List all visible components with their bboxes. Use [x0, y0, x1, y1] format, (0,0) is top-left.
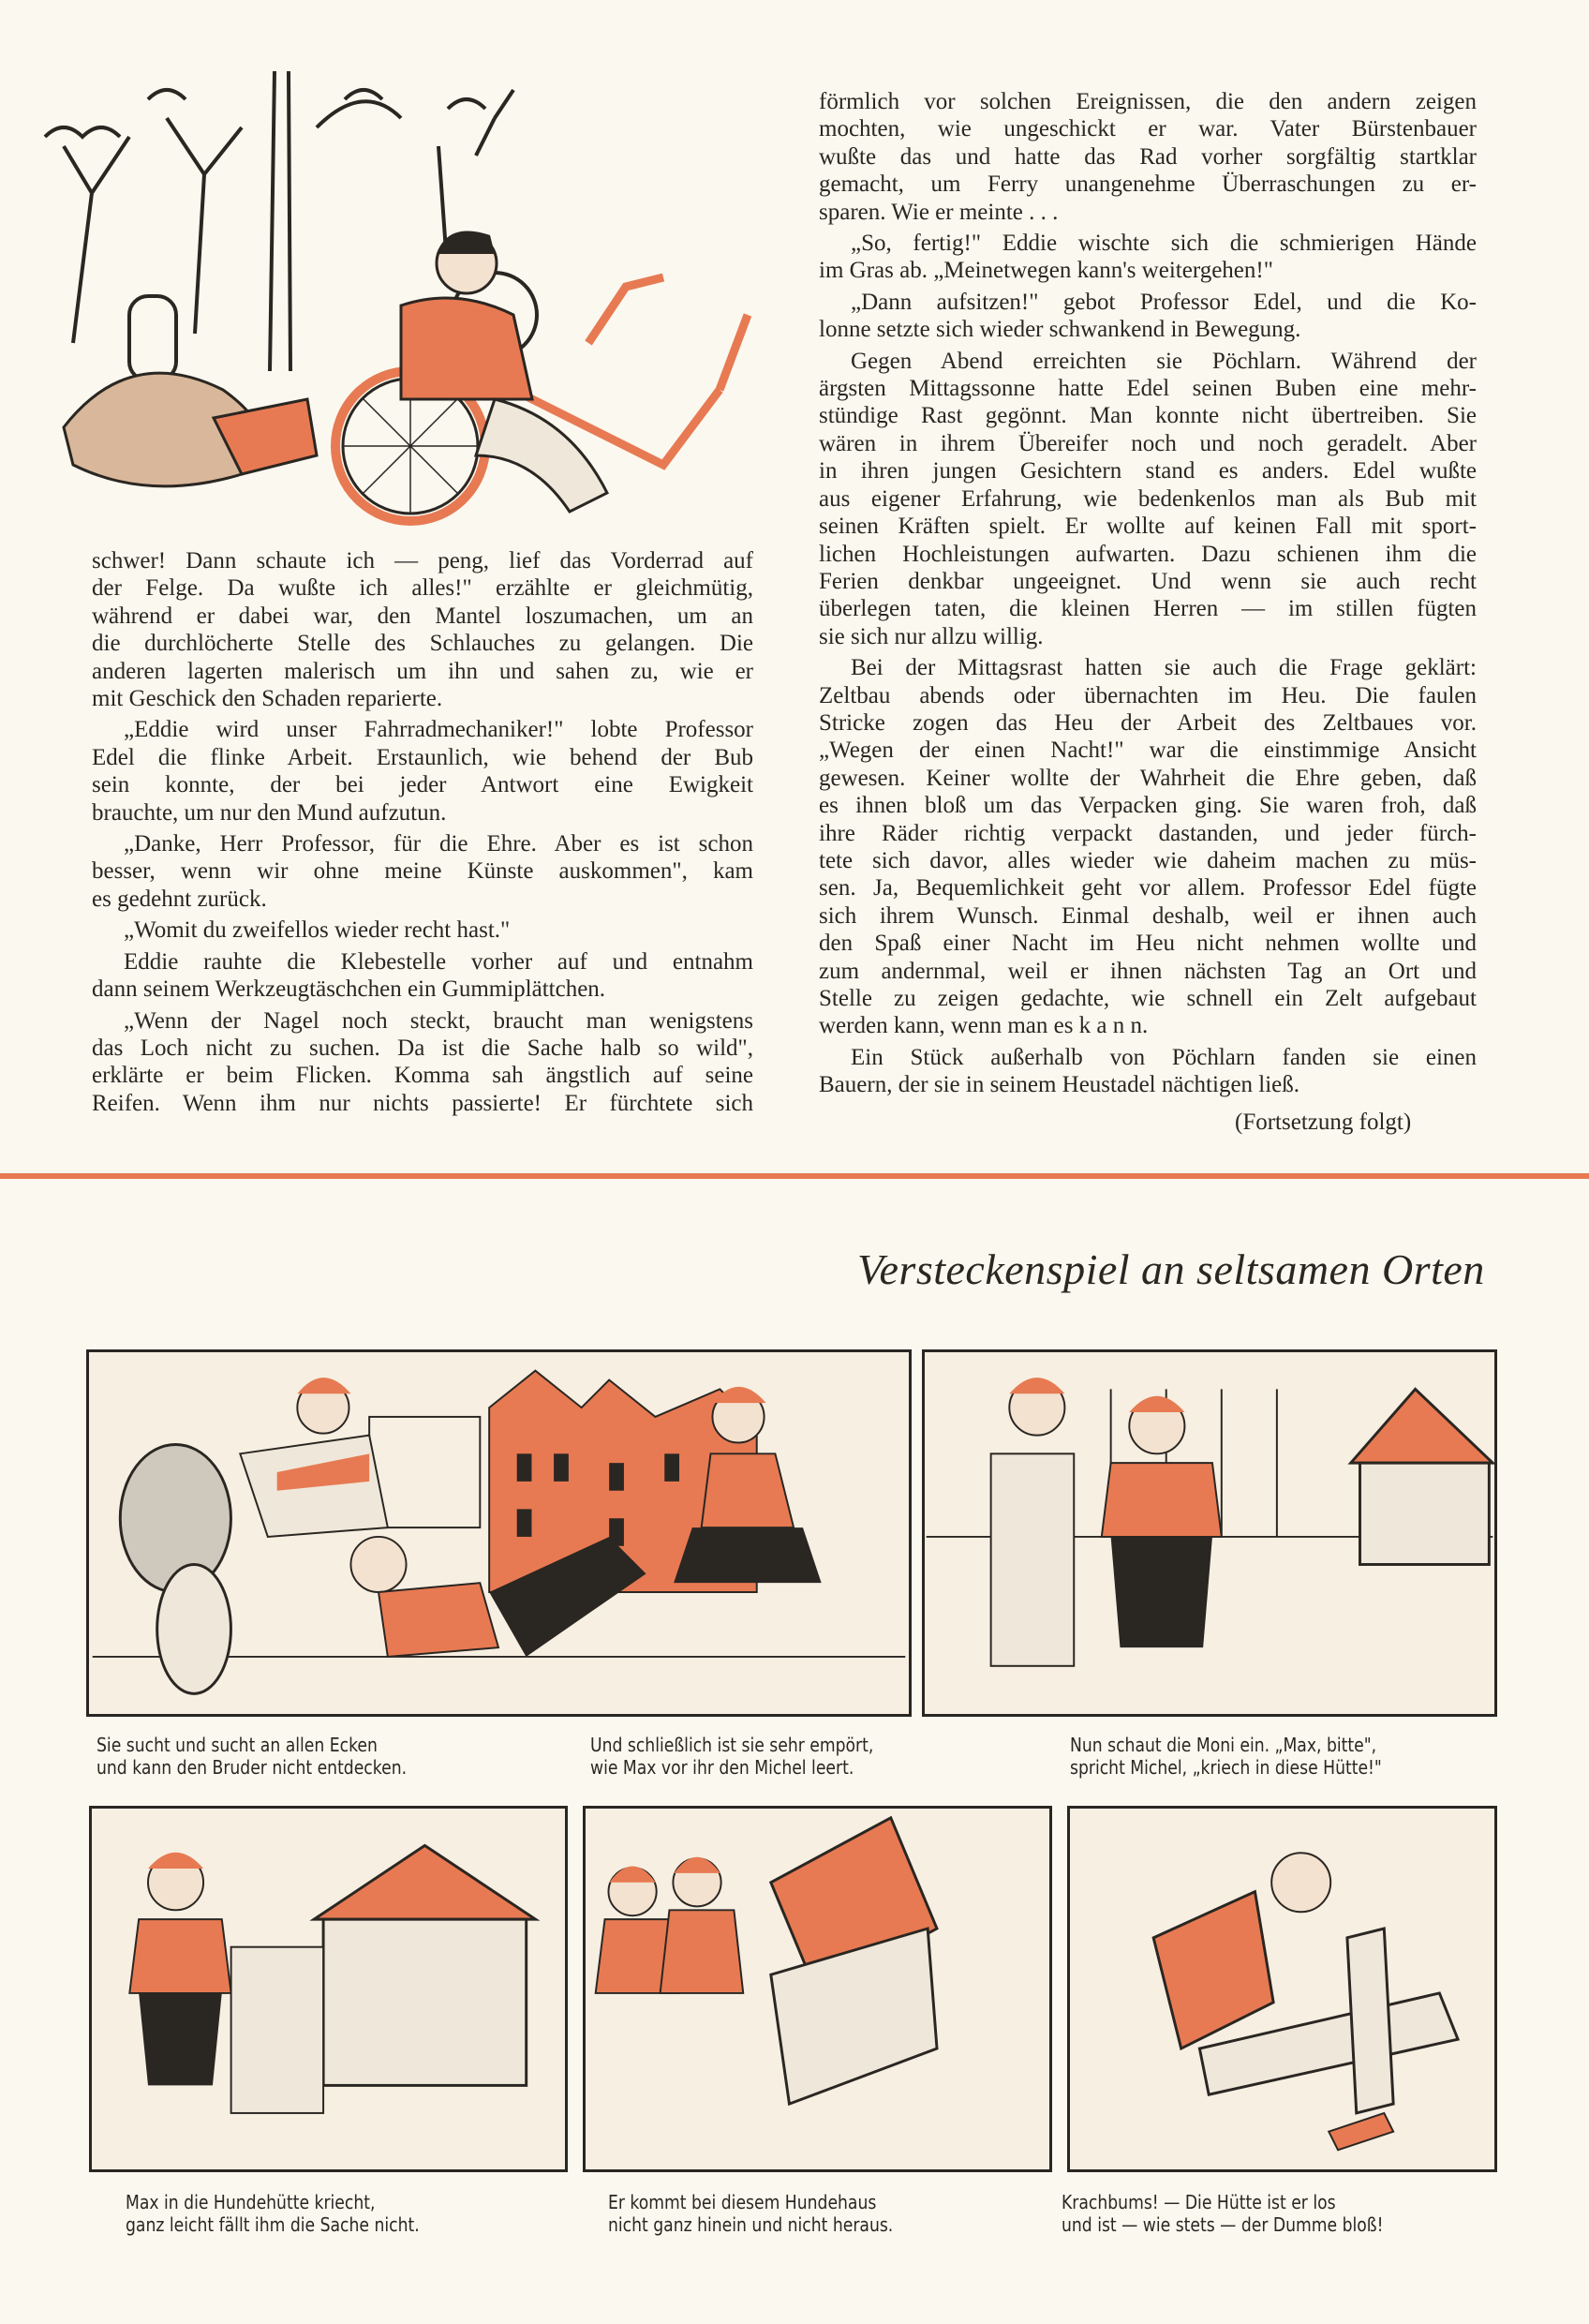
text-line: mit Geschick den Schaden reparierte.	[92, 686, 443, 712]
text-line: anderen lagerten malerisch um ihn und sahen zu, wie er	[92, 658, 753, 684]
text-line: sich ihrem Wunsch. Einmal deshalb, weil er ihnen auch	[819, 902, 1477, 929]
text-line: es gedehnt zurück.	[92, 886, 267, 912]
text-line: Reifen. Wenn ihm nur nichts passierte! Er fürchtete sich	[92, 1090, 753, 1116]
caption-line: ganz leicht fällt ihm die Sache nicht.	[126, 2213, 420, 2236]
text-line: die durchlöcherte Stelle des Schlauches zu gelangen. Die	[92, 631, 753, 657]
paragraph	[92, 830, 753, 913]
comic-panel-5	[1067, 1806, 1497, 2172]
text-line: sen. Ja, Bequemlichkeit geht vor allem. Professor Edel fügte	[819, 875, 1477, 901]
text-line: sie sich nur allzu willig.	[819, 623, 1044, 649]
paragraph	[92, 547, 753, 712]
story-left-column	[92, 547, 753, 1121]
caption-line: und ist — wie stets — der Dumme bloß!	[1062, 2213, 1384, 2236]
text-line: sein konnte, der bei jeder Antwort eine Ewigkeit	[92, 772, 753, 798]
paragraph	[92, 716, 753, 827]
bicycle-repair-drawing	[7, 62, 766, 540]
paragraph	[92, 1007, 753, 1118]
story-right-column	[819, 88, 1477, 1103]
text-line: Gegen Abend erreichten sie Pöchlarn. Während der	[851, 348, 1477, 374]
comic-title: Versteckenspiel an seltsamen Orten	[857, 1245, 1485, 1293]
caption-line: Max in die Hundehütte kriecht,	[126, 2191, 376, 2213]
text-line: dann seinem Werkzeugtäschchen ein Gummiplättchen.	[92, 976, 606, 1003]
text-line: im Gras ab. „Meinetwegen kann's weitergehen!"	[819, 258, 1273, 284]
bicycle-repair-illustration	[7, 62, 766, 540]
text-line: besser, wenn wir ohne meine Künste auskommen", kam	[92, 858, 753, 885]
caption-2	[590, 1734, 873, 1779]
michel	[991, 1453, 1075, 1665]
caption-line: Und schließlich ist sie sehr empört,	[590, 1734, 874, 1756]
panel-3-drawing	[92, 1809, 565, 2169]
caption-line: wie Max vor ihr den Michel leert.	[590, 1756, 854, 1779]
caption-line: Krachbums! — Die Hütte ist er los	[1062, 2191, 1336, 2213]
paragraph	[819, 88, 1477, 226]
max	[1102, 1463, 1222, 1537]
text-line: „Dann aufsitzen!" gebot Professor Edel, und die Ko-	[851, 289, 1477, 315]
text-line: stündige Rast gegönnt. Man konnte nicht übertreiben. Sie	[819, 403, 1477, 429]
text-line: seinen Kräften spielt. Er wollte auf keinen Fall mit sport-	[819, 514, 1477, 540]
paragraph	[92, 916, 753, 944]
text-line: „Eddie wird unser Fahrradmechaniker!" lobte Professor	[124, 717, 753, 743]
paragraph	[819, 654, 1477, 1040]
panel-2-drawing	[925, 1352, 1494, 1714]
text-line: wußte das und hatte das Rad vorher sorgfältig startklar	[819, 143, 1477, 170]
text-line: das Loch nicht zu suchen. Da ist die Sache halb so wild",	[92, 1035, 753, 1061]
paragraph	[92, 948, 753, 1004]
paragraph	[819, 348, 1477, 650]
panel-1-drawing	[89, 1352, 909, 1714]
comic-panel-3	[89, 1806, 568, 2172]
text-line: zum andernmal, weil er ihnen nächsten Tag an Ort und	[819, 958, 1477, 984]
text-line: Ein Stück außerhalb von Pöchlarn fanden sie einen	[851, 1044, 1477, 1070]
text-line: Bei der Mittagsrast hatten sie auch die Frage geklärt:	[851, 655, 1477, 681]
text-line: in ihren jungen Gesichtern stand es anders. Edel wußte	[819, 458, 1477, 484]
max-head	[1271, 1853, 1330, 1912]
boy-red-shirt	[401, 298, 532, 399]
text-line: erklärte er beim Flicken. Komma sah ängstlich auf seine	[92, 1063, 753, 1089]
text-line: lichen Hochleistungen aufwarten. Dazu schienen ihm die	[819, 541, 1477, 567]
text-line: der Felge. Da wußte ich alles!" erzählte er gleichmütig,	[92, 575, 753, 602]
comic-panel-2	[922, 1349, 1497, 1717]
caption-6	[1062, 2191, 1384, 2236]
caption-4	[126, 2191, 420, 2236]
text-line: werden kann, wenn man es k a n n.	[819, 1013, 1149, 1039]
caption-line: Nun schaut die Moni ein. „Max, bitte",	[1070, 1734, 1377, 1756]
text-line: es ihnen bloß um das Verpacken ging. Sie waren froh, daß	[819, 793, 1477, 819]
caption-3	[1070, 1734, 1382, 1779]
paragraph	[819, 230, 1477, 285]
caption-1	[97, 1734, 407, 1779]
text-line: Ferien denkbar ungeeignet. Und wenn sie auch recht	[819, 568, 1477, 594]
text-line: gemacht, um Ferry unangenehme Überraschungen zu er-	[819, 171, 1477, 198]
comic-panel-4	[583, 1806, 1052, 2172]
text-line: mochten, wie ungeschickt er war. Vater Bürstenbauer	[819, 116, 1477, 142]
panel-5-drawing	[1070, 1809, 1494, 2169]
text-line: Zeltbau abends oder übernachten im Heu. Die faulen	[819, 682, 1477, 708]
michel	[661, 1910, 744, 1993]
comic-panel-1	[86, 1349, 912, 1717]
text-line: schwer! Dann schaute ich — peng, lief das Vorderrad auf	[92, 548, 753, 574]
text-line: lonne setzte sich wieder schwankend in Bewegung.	[819, 317, 1301, 343]
caption-line: Er kommt bei diesem Hundehaus	[608, 2191, 877, 2213]
text-line: aus eigener Erfahrung, wie bedenkenlos man als Bub mit	[819, 485, 1477, 512]
text-line: „Womit du zweifellos wieder recht hast."	[124, 917, 511, 944]
tree-trunk	[270, 71, 290, 371]
text-line: Stelle zu zeigen gedachte, wie schnell ein Zelt aufgebaut	[819, 986, 1477, 1011]
dog-house	[323, 1919, 527, 2085]
caption-line: spricht Michel, „kriech in diese Hütte!"	[1070, 1756, 1382, 1779]
paragraph	[819, 1044, 1477, 1099]
text-line: förmlich vor solchen Ereignissen, die den andern zeigen	[819, 89, 1477, 114]
caption-5	[608, 2191, 893, 2236]
caption-line: nicht ganz hinein und nicht heraus.	[608, 2213, 894, 2236]
caption-line: Sie sucht und sucht an allen Ecken	[97, 1734, 378, 1756]
text-line: überlegen taten, die kleinen Herren — im stillen fügten	[819, 596, 1477, 622]
text-line: ärgsten Mittagssonne hatte Edel seinen Buben eine mehr-	[819, 376, 1477, 402]
trash-can	[120, 1444, 230, 1592]
text-line: wären in ihrem Übereifer noch und noch geradelt. Aber	[819, 430, 1477, 456]
caption-line: und kann den Bruder nicht entdecken.	[97, 1756, 408, 1779]
text-line: Bauern, der sie in seinem Heustadel nächtigen ließ.	[819, 1072, 1300, 1098]
text-line: brauchte, um nur den Mund aufzutun.	[92, 799, 447, 826]
text-line: gewesen. Keiner wollte der Wahrheit die Ehre geben, daß	[819, 765, 1477, 791]
text-line: „Danke, Herr Professor, für die Ehre. Aber es ist schon	[124, 831, 753, 857]
continuation-note: (Fortsetzung folgt)	[1235, 1110, 1412, 1135]
paragraph	[819, 289, 1477, 344]
dog-house	[1360, 1463, 1490, 1564]
text-line: ihre Räder richtig verpackt dastanden, und jeder fürch-	[819, 820, 1477, 846]
text-line: Stricke zogen das Heu der Arbeit des Zeltbaues vor.	[819, 709, 1477, 736]
text-line: „So, fertig!" Eddie wischte sich die schmierigen Hände	[851, 231, 1477, 257]
text-line: „Wegen der einen Nacht!" war die einstimmige Ansicht	[819, 737, 1477, 764]
text-line: den Spaß einer Nacht im Heu nicht nehmen wollte und	[819, 931, 1477, 957]
text-line: Eddie rauhte die Klebestelle vorher auf und entnahm	[124, 948, 753, 975]
text-line: tete sich davor, alles wieder wie daheim machen zu müs-	[819, 847, 1477, 873]
max-head	[350, 1537, 406, 1592]
panel-4-drawing	[586, 1809, 1049, 2169]
text-line: sparen. Wie er meinte . . .	[819, 199, 1059, 225]
text-line: während er dabei war, den Mantel loszumachen, um an	[92, 603, 753, 629]
text-line: Edel die flinke Arbeit. Erstaunlich, wie behend der Bub	[92, 744, 753, 770]
text-line: „Wenn der Nagel noch steckt, braucht man wenigstens	[124, 1007, 753, 1034]
section-divider	[0, 1173, 1589, 1179]
